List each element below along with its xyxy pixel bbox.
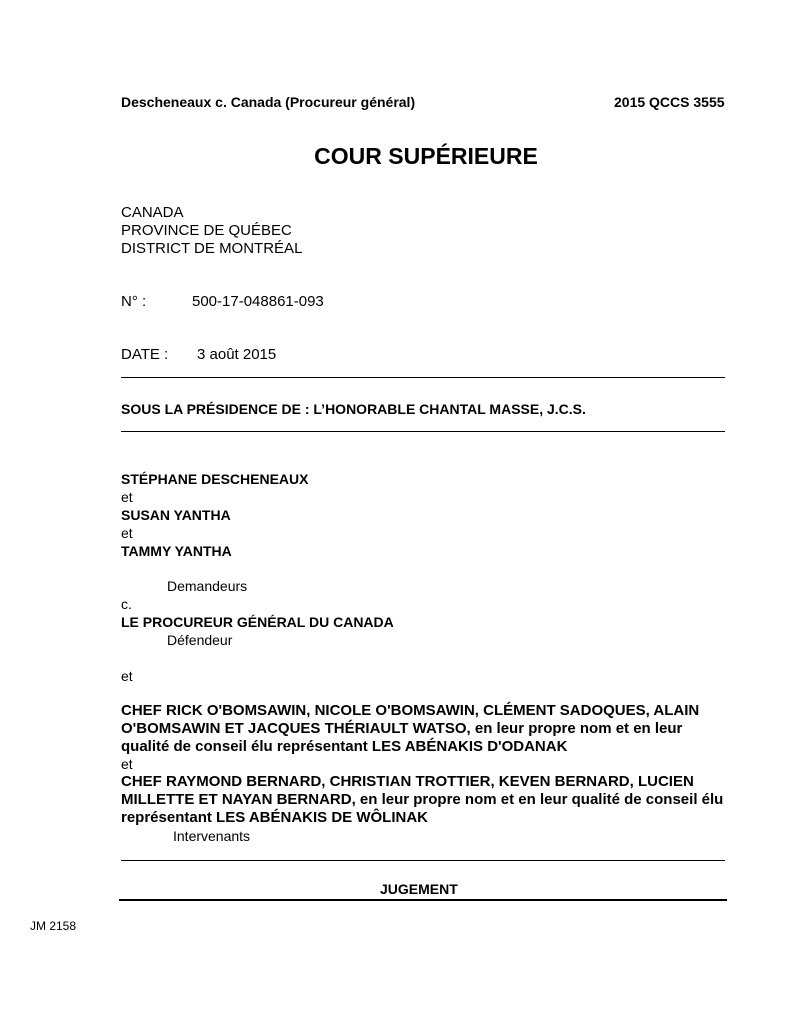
plaintiffs-role: Demandeurs [167, 578, 248, 594]
date-label: DATE : [121, 346, 169, 363]
conjunction: et [121, 756, 133, 772]
intervenor-group-wolinak: CHEF RAYMOND BERNARD, CHRISTIAN TROTTIER, KEVEN BERNARD, LUCIEN MILLETTE ET NAYAN BERNARD, en leur propre nom et en leur qualité de conseil élu représentant LES ABÉNAKIS DE WÔLINAK [121, 773, 724, 826]
plaintiff-name: SUSAN YANTHA [121, 507, 231, 523]
conjunction: et [121, 525, 133, 541]
plaintiff-name: TAMMY YANTHA [121, 543, 232, 559]
defendant-name: LE PROCUREUR GÉNÉRAL DU CANADA [121, 614, 394, 630]
intervenors-role: Intervenants [173, 828, 251, 844]
divider-parties [121, 860, 725, 861]
jurisdiction-country: CANADA [121, 204, 184, 221]
defendant-role: Défendeur [167, 632, 233, 648]
case-title: Descheneaux c. Canada (Procureur général) [121, 94, 416, 110]
presiding-judge: SOUS LA PRÉSIDENCE DE : L’HONORABLE CHANTAL MASSE, J.C.S. [121, 401, 586, 417]
divider-top [121, 377, 725, 378]
judgment-title: JUGEMENT [380, 881, 458, 897]
document-code: JM 2158 [30, 919, 77, 933]
intervenor-group-odanak: CHEF RICK O'BOMSAWIN, NICOLE O'BOMSAWIN, CLÉMENT SADOQUES, ALAIN O'BOMSAWIN ET JACQUES THÉRIAULT WATSO, en leur propre nom et en leur qualité de conseil élu représentant LES ABÉNAKIS D'ODANAK [121, 702, 700, 755]
file-number: 500-17-048861-093 [192, 293, 324, 310]
conjunction: et [121, 489, 133, 505]
court-title: COUR SUPÉRIEURE [314, 143, 538, 169]
jurisdiction-province: PROVINCE DE QUÉBEC [121, 222, 292, 239]
versus: c. [121, 596, 132, 612]
divider-judgment [119, 899, 727, 901]
jurisdiction-district: DISTRICT DE MONTRÉAL [121, 240, 303, 257]
conjunction: et [121, 668, 133, 684]
date-value: 3 août 2015 [197, 346, 277, 363]
citation: 2015 QCCS 3555 [614, 94, 725, 110]
plaintiff-name: STÉPHANE DESCHENEAUX [121, 471, 309, 487]
divider-presiding [121, 431, 725, 432]
file-number-label: N° : [121, 293, 147, 310]
